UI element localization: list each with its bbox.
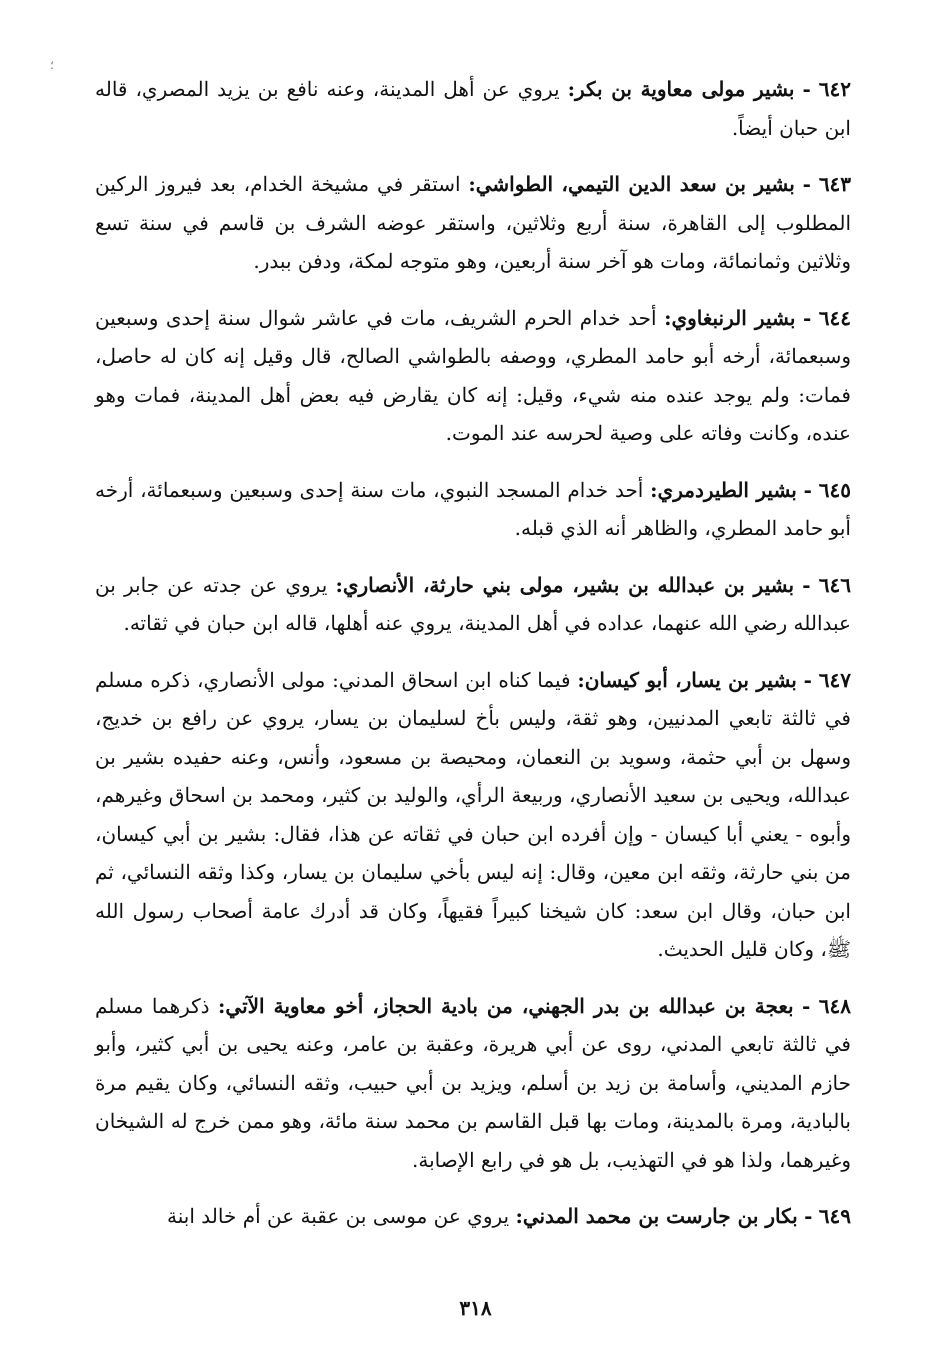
entry-646: ٦٤٦ - بشير بن عبدالله بن بشير، مولى بني حارثة، الأنصاري: يروي عن جدته عن جابر بن عبدالله رضي الله عنهما، عداده في أهل المدينة، يروي عنه أهلها، قاله ابن حبان في ثقاته.: [95, 572, 852, 635]
entry-number: ٦٤٣: [818, 172, 852, 196]
entry-name: بشير الرنبغاوي:: [664, 305, 796, 330]
entry-number: ٦٤٢: [818, 77, 852, 101]
entry-645: ٦٤٥ - بشير الطيردمري: أحد خدام المسجد النبوي، مات سنة إحدى وسبعين وسبعمائة، أرخه أبو حامد المطري، والظاهر أنه الذي قبله.: [95, 477, 851, 540]
entries-list: [95, 70, 851, 1236]
entry-number: ٦٤٩: [818, 1204, 851, 1228]
entry-647: ٦٤٧ - بشير بن يسار، أبو كيسان: فيما كناه ابن اسحاق المدني: مولى الأنصاري، ذكره مسلم في ثالثة تابعي المدنيين، وهو ثقة، وليس بأخ لسليمان بن يسار، يروي عن رافع بن خديج، وسهل بن أبي حثمة، وسويد بن النعمان، ومحيصة بن مسعود، وأنس، وعنه حفيده بشير بن عبدالله، ويحيى بن سعيد الأنصاري، وربيعة الرأي، والوليد بن كثير، ومحمد بن اسحاق وغيرهم، وأبوه - يعني أبا كيسان - وإن أفرده ابن حبان في ثقاته عن هذا، فقال: بشير بن أبي كيسان، من بني حارثة، وثقه ابن معين، وقال: إنه ليس بأخي سليمان بن يسار، وكذا وثقه النسائي، ثم ابن حبان، وقال ابن سعد: كان شيخنا كبيراً فقيهاً، وكان قد أدرك عامة أصحاب رسول الله ﷺ، وكان قليل الحديث.: [95, 667, 851, 961]
entry-649: ٦٤٩ - بكار بن جارست بن محمد المدني: يروي عن موسى بن عقبة عن أم خالد ابنة: [167, 1204, 851, 1228]
entry-text: يروي عن موسى بن عقبة عن أم خالد ابنة: [167, 1204, 510, 1228]
entry-text: استقر في مشيخة الخدام، بعد فيروز الركين المطلوب إلى القاهرة، سنة أربع وثلاثين، واستقر عوضه الشرف بن قاسم في سنة تسع وثلاثين وثمانمائة، ومات هو آخر سنة أربعين، وهو متوجه لمكة، ودفن ببدر.: [95, 172, 851, 273]
entry-name: بعجة بن عبدالله بن بدر الجهني، من بادية الحجاز، أخو معاوية الآتي:: [218, 993, 794, 1018]
page-number: ٣١٨: [459, 1296, 492, 1320]
entry-name: بشير مولى معاوية بن بكر:: [567, 77, 795, 101]
entry-number: ٦٤٥: [818, 477, 851, 502]
entry-643: ٦٤٣ - بشير بن سعد الدين التيمي، الطواشي: استقر في مشيخة الخدام، بعد فيروز الركين المطلوب إلى القاهرة، سنة أربع وثلاثين، واستقر عوضه الشرف بن قاسم في سنة تسع وثلاثين وثمانمائة، ومات هو آخر سنة أربعين، وهو متوجه لمكة، ودفن ببدر.: [95, 172, 852, 273]
entry-name: بشير بن يسار، أبو كيسان:: [577, 667, 797, 692]
entry-text: فيما كناه ابن اسحاق المدني: مولى الأنصاري، ذكره مسلم في ثالثة تابعي المدنيين، وهو ثقة، وليس بأخ لسليمان بن يسار، يروي عن رافع بن خديج، وسهل بن أبي حثمة، وسويد بن النعمان، ومحيصة بن مسعود، وأنس، وعنه حفيده بشير بن عبدالله، ويحيى بن سعيد الأنصاري، وربيعة الرأي، والوليد بن كثير، ومحمد بن اسحاق وغيرهم، وأبوه - يعني أبا كيسان - وإن أفرده ابن حبان في ثقاته عن هذا، فقال: بشير بن أبي كيسان، من بني حارثة، وثقه ابن معين، وقال: إنه ليس بأخي سليمان بن يسار، وكذا وثقه النسائي، ثم ابن حبان، وقال ابن سعد: كان شيخنا كبيراً فقيهاً، وكان قد أدرك عامة أصحاب رسول الله ﷺ، وكان قليل الحديث.: [95, 667, 851, 961]
entry-text: يروي عن أهل المدينة، وعنه نافع بن يزيد المصري، قاله ابن حبان أيضاً.: [95, 77, 851, 140]
entry-number: ٦٤٨: [818, 993, 852, 1018]
entry-number: ٦٤٧: [818, 667, 851, 692]
entry-644: ٦٤٤ - بشير الرنبغاوي: أحد خدام الحرم الشريف، مات في عاشر شوال سنة إحدى وسبعين وسبعمائة، أرخه أبو حامد المطري، ووصفه بالطواشي الصالح، قال وقيل إنه كان له حاصل، فمات: ولم يوجد عنده منه شيء، وقيل: إنه كان يقارض فيه بعض أهل المدينة، فمات وهو عنده، وكانت وفاته على وصية لحرسه عند الموت.: [95, 305, 852, 445]
entry-number: ٦٤٦: [818, 572, 852, 597]
entry-name: بكار بن جارست بن محمد المدني:: [515, 1204, 798, 1228]
entry-text: يروي عن جدته عن جابر بن عبدالله رضي الله عنهما، عداده في أهل المدينة، يروي عنه أهلها، قاله ابن حبان في ثقاته.: [95, 572, 851, 635]
entry-name: بشير الطيردمري:: [650, 477, 797, 502]
entry-text: ذكرهما مسلم في ثالثة تابعي المدني، روى عن أبي هريرة، وعقبة بن عامر، وعنه يحيى بن أبي كثير، وأبو حازم المديني، وأسامة بن زيد بن أسلم، ويزيد بن أبي حبيب، وثقه النسائي، وكان يقيم مرة بالبادية، ومرة بالمدينة، ومات بها قبل القاسم بن محمد سنة مائة، وهو ممن خرج له الشيخان وغيرهما، ولذا هو في التهذيب، بل هو في رابع الإصابة.: [95, 993, 851, 1172]
entry-number: ٦٤٤: [818, 305, 852, 330]
entry-name: بشير بن عبدالله بن بشير، مولى بني حارثة، الأنصاري:: [335, 572, 795, 597]
entry-text: أحد خدام الحرم الشريف، مات في عاشر شوال سنة إحدى وسبعين وسبعمائة، أرخه أبو حامد المطري، ووصفه بالطواشي الصالح، قال وقيل إنه كان له حاصل، فمات: ولم يوجد عنده منه شيء، وقيل: إنه كان يقارض فيه بعض أهل المدينة، فمات وهو عنده، وكانت وفاته على وصية لحرسه عند الموت.: [95, 305, 851, 445]
corner-mark: ؛: [50, 58, 54, 72]
entry-648: ٦٤٨ - بعجة بن عبدالله بن بدر الجهني، من بادية الحجاز، أخو معاوية الآتي: ذكرهما مسلم في ثالثة تابعي المدني، روى عن أبي هريرة، وعقبة بن عامر، وعنه يحيى بن أبي كثير، وأبو حازم المديني، وأسامة بن زيد بن أسلم، ويزيد بن أبي حبيب، وثقه النسائي، وكان يقيم مرة بالبادية، ومرة بالمدينة، ومات بها قبل القاسم بن محمد سنة مائة، وهو ممن خرج له الشيخان وغيرهما، ولذا هو في التهذيب، بل هو في رابع الإصابة.: [95, 993, 852, 1172]
entry-name: بشير بن سعد الدين التيمي، الطواشي:: [468, 172, 795, 196]
entry-text: أحد خدام المسجد النبوي، مات سنة إحدى وسبعين وسبعمائة، أرخه أبو حامد المطري، والظاهر أنه الذي قبله.: [95, 477, 851, 540]
entry-642: ٦٤٢ - بشير مولى معاوية بن بكر: يروي عن أهل المدينة، وعنه نافع بن يزيد المصري، قاله ابن حبان أيضاً.: [95, 77, 852, 140]
